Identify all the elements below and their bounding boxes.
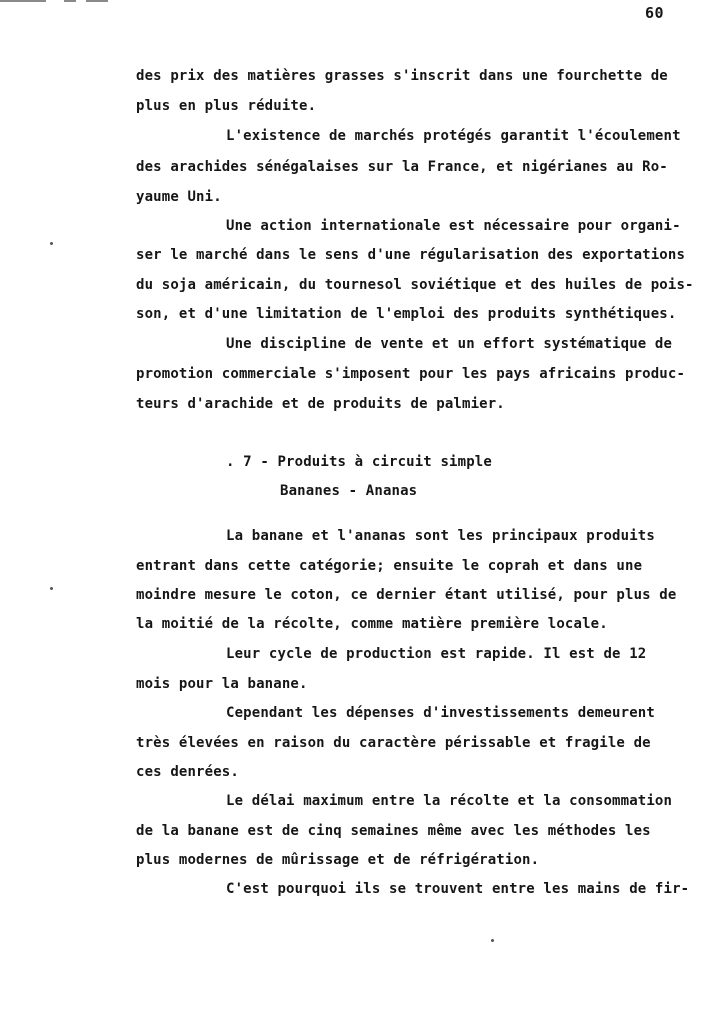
text-line: très élevées en raison du caractère périssable et fragile de — [136, 735, 651, 751]
scan-speck — [491, 939, 494, 942]
text-line: moindre mesure le coton, ce dernier étant utilisé, pour plus de — [136, 587, 677, 603]
text-line: son, et d'une limitation de l'emploi des produits synthétiques. — [136, 306, 677, 322]
section-heading: . 7 - Produits à circuit simple — [226, 454, 492, 470]
text-line: L'existence de marchés protégés garantit l'écoulement — [226, 128, 681, 144]
text-line: la moitié de la récolte, comme matière première locale. — [136, 616, 608, 632]
scan-speck — [50, 587, 53, 590]
text-line: yaume Uni. — [136, 189, 222, 205]
top-edge-marks — [0, 0, 112, 3]
page-number: 60 — [645, 4, 665, 22]
text-line: de la banane est de cinq semaines même avec les méthodes les — [136, 823, 651, 839]
text-line: Une discipline de vente et un effort systématique de — [226, 336, 673, 352]
text-line: Une action internationale est nécessaire pour organi- — [226, 218, 681, 234]
text-line: plus modernes de mûrissage et de réfrigération. — [136, 852, 540, 868]
section-subheading: Bananes - Ananas — [280, 483, 418, 499]
text-line: entrant dans cette catégorie; ensuite le coprah et dans une — [136, 558, 643, 574]
text-line: des arachides sénégalaises sur la France, et nigérianes au Ro- — [136, 159, 668, 175]
text-line: C'est pourquoi ils se trouvent entre les mains de fir- — [226, 881, 690, 897]
text-line: Le délai maximum entre la récolte et la consommation — [226, 793, 673, 809]
text-line: ser le marché dans le sens d'une régularisation des exportations — [136, 247, 686, 263]
text-line: des prix des matières grasses s'inscrit dans une fourchette de — [136, 68, 668, 84]
text-line: promotion commerciale s'imposent pour les pays africains produc- — [136, 366, 686, 382]
scan-speck — [50, 242, 53, 245]
text-line: teurs d'arachide et de produits de palmier. — [136, 396, 505, 412]
text-line: plus en plus réduite. — [136, 98, 317, 114]
text-line: Cependant les dépenses d'investissements demeurent — [226, 705, 655, 721]
text-line: ces denrées. — [136, 764, 239, 780]
text-line: mois pour la banane. — [136, 676, 308, 692]
text-line: La banane et l'ananas sont les principaux produits — [226, 528, 655, 544]
text-line: Leur cycle de production est rapide. Il est de 12 — [226, 646, 647, 662]
text-line: du soja américain, du tournesol soviétique et des huiles de pois- — [136, 277, 694, 293]
